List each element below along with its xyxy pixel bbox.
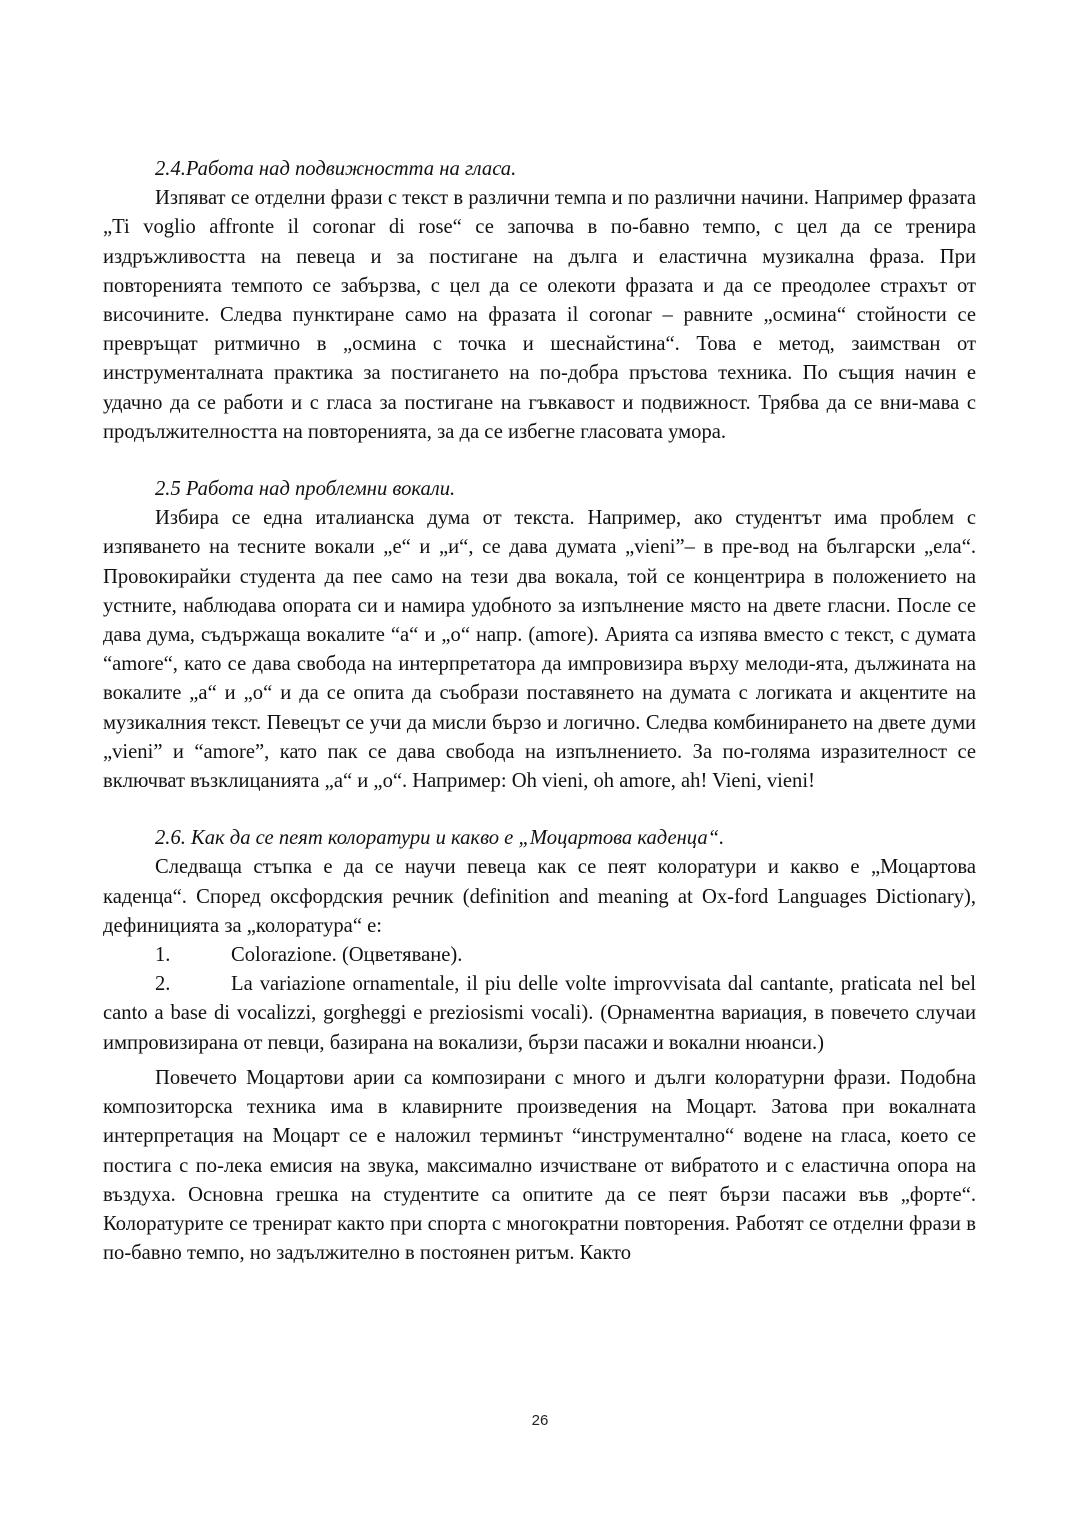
paragraph-2-6-closing: Повечето Моцартови арии са композирани с много и дълги колоратурни фрази. Подобна композиторска техника има в клавирните произведения на Моцарт. Затова при вокалната интерпретация на Моцарт се е наложил терминът “инструментално“ водене на гласа, което се постига с по-лека емисия на звука, максимално изчистване от вибратото и с еластична опора на въздуха. Основна грешка на студентите са опитите да се пеят бързи пасажи във „форте“. Колоратурите се тренират както при спорта с многократни повторения. Работят се отделни фрази в по-бавно темпо, но задължително в постоянен ритъм. Както <box>103 1066 976 1265</box>
paragraph-2-4: Изпяват се отделни фрази с текст в различни темпа и по различни начини. Например фразата „Ti voglio affronte il coronar di rose“ се започва в по-бавно темпо, с цел да се тренира издръжливостта на певеца и за постигане на дълга и еластична музикална фраза. При повторенията темпото се забързва, с цел да се олекоти фразата и да се преодолее страхът от височините. Следва пунктиране само на фразата il coronar – равните „осмина“ стойности се превръщат ритмично в „осмина с точка и шеснайстина“. Това е метод, заимстван от инструменталната практика за постигането на по-добра пръстова техника. По същия начин е удачно да се работи и с гласа за постигане на гъвкавост и подвижност. Трябва да се вни-мава с продължителността на повторенията, за да се избегне гласовата умора. <box>103 187 976 443</box>
list-item <box>103 970 976 1058</box>
section-gap <box>103 447 976 475</box>
page-content <box>103 155 976 1268</box>
list-number: 2. <box>155 973 171 996</box>
list-number: 1. <box>155 944 171 967</box>
list-item <box>103 941 976 970</box>
section-heading-2-6: 2.6. Как да се пеят колоратури и какво е „Моцартова каденца“. <box>155 827 725 850</box>
section-heading-2-5: 2.5 Работа над проблемни вокали. <box>155 478 456 501</box>
paragraph-2-5: Избира се една италианска дума от текста. Например, ако студентът има проблем с изпяването на тесните вокали „е“ и „и“, се дава думата „vieni”– в пре-вод на български „ела“. Провокирайки студента да пее само на тези два вокала, той се концентрира в положението на устните, наблюдава опората си и намира удобното за изпълнение място на двете гласни. После се дава дума, съдържаща вокалите “а“ и „о“ напр. (amore). Арията са изпява вместо с текст, с думата “amore“, като се дава свобода на интерпретатора да импровизира върху мелоди-ята, дължината на вокалите „а“ и „о“ и да се опита да съобрази поставянето на думата с логиката и акцентите на музикалния текст. Певецът се учи да мисли бързо и логично. Следва комбинирането на двете думи „vieni” и “amore”, като пак се дава свобода на изпълнението. За по-голяма изразителност се включват възклицанията „а“ и „о“. Например: Oh vieni, oh amore, ah! Vieni, vieni! <box>103 507 976 793</box>
page-number: 26 <box>531 1412 549 1429</box>
section-heading-2-4: 2.4.Работа над подвижността на гласа. <box>155 158 517 180</box>
list-text: La variazione ornamentale, il piu delle volte improvvisata dal cantante, praticata nel bel canto a base di vocalizzi, gorgheggi e preziosismi vocali). (Орнаментна вариация, в повечето случаи импровизирана от певци, базирана на вокализи, бързи пасажи и вокални нюанси.) <box>103 973 976 1054</box>
paragraph-2-6-intro: Следваща стъпка е да се научи певеца как се пеят колоратури и какво е „Моцартова каденца“. Според оксфордския речник (definition and meaning at Ox-ford Languages Dictionary), дефиницията за „колоратура“ е: <box>103 856 976 937</box>
section-gap <box>103 796 976 824</box>
list-text: Colorazione. (Оцветяване). <box>231 944 463 967</box>
